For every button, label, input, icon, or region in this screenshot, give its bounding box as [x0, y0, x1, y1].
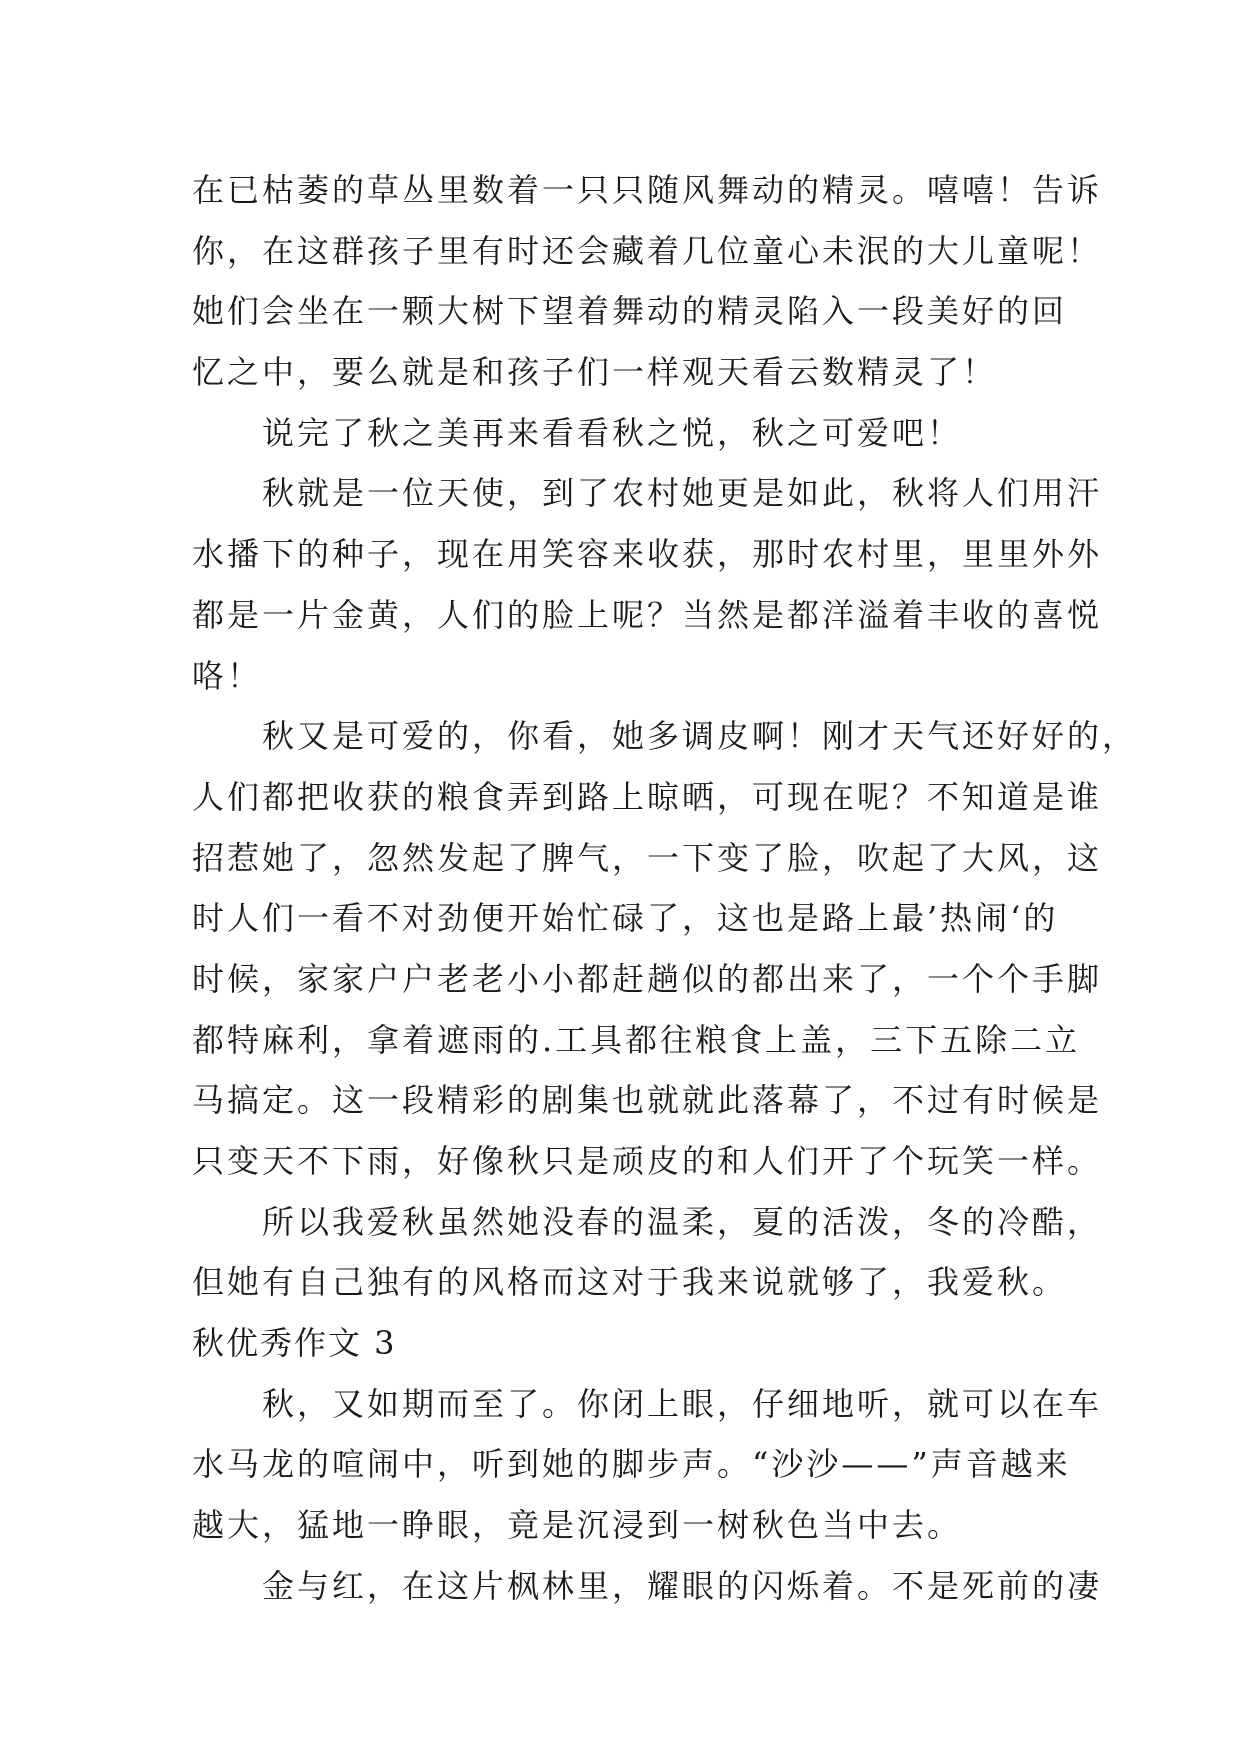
text-line: 秋又是可爱的，你看，她多调皮啊！刚才天气还好好的， [262, 717, 1138, 756]
essay-text [192, 160, 1138, 1617]
text-line: 但她有自己独有的风格而这对于我来说就够了，我爱秋。 [192, 1263, 1068, 1302]
text-line: 时人们一看不对劲便开始忙碌了，这也是路上最’热闹‘的 [192, 899, 1059, 938]
text-line: 秋就是一位天使，到了农村她更是如此，秋将人们用汗 [262, 474, 1103, 513]
text-line: 招惹她了，忽然发起了脾气，一下变了脸，吹起了大风，这 [192, 838, 1103, 877]
text-line: 秋，又如期而至了。你闭上眼，仔细地听，就可以在车 [262, 1384, 1103, 1423]
text-line: 只变天不下雨，好像秋只是顽皮的和人们开了个玩笑一样。 [192, 1142, 1103, 1180]
text-line: 说完了秋之美再来看看秋之悦，秋之可爱吧！ [262, 413, 963, 452]
text-line: 所以我爱秋虽然她没春的温柔，夏的活泼，冬的冷酷， [262, 1202, 1103, 1241]
text-line: 咯！ [192, 656, 263, 695]
text-line: 都是一片金黄，人们的脸上呢？当然是都洋溢着丰收的喜悦 [192, 595, 1103, 634]
text-line: 马搞定。这一段精彩的剧集也就就此落幕了，不过有时候是 [192, 1081, 1103, 1120]
text-line: 你，在这群孩子里有时还会藏着几位童心未泯的大儿童呢！ [192, 231, 1103, 270]
text-line: 时候，家家户户老老小小都赶趟似的都出来了，一个个手脚 [192, 959, 1103, 998]
text-line: 人们都把收获的粮食弄到路上晾晒，可现在呢？不知道是谁 [192, 777, 1103, 816]
text-line: 水马龙的喧闹中，听到她的脚步声。“沙沙——”声音越来 [192, 1445, 1071, 1484]
text-line: 金与红，在这片枫林里，耀眼的闪烁着。不是死前的凄 [262, 1566, 1103, 1605]
text-line: 都特麻利，拿着遮雨的.工具都往粮食上盖，三下五除二立 [192, 1020, 1081, 1059]
text-line: 在已枯萎的草丛里数着一只只随风舞动的精灵。嘻嘻！告诉 [192, 171, 1103, 209]
text-line: 忆之中，要么就是和孩子们一样观天看云数精灵了！ [192, 353, 998, 392]
text-line: 越大，猛地一睁眼，竟是沉浸到一树秋色当中去。 [192, 1506, 963, 1545]
text-line: 水播下的种子，现在用笑容来收获，那时农村里，里里外外 [192, 535, 1103, 574]
section-heading: 秋优秀作文 3 [192, 1324, 397, 1363]
text-line: 她们会坐在一颗大树下望着舞动的精灵陷入一段美好的回 [192, 292, 1068, 331]
